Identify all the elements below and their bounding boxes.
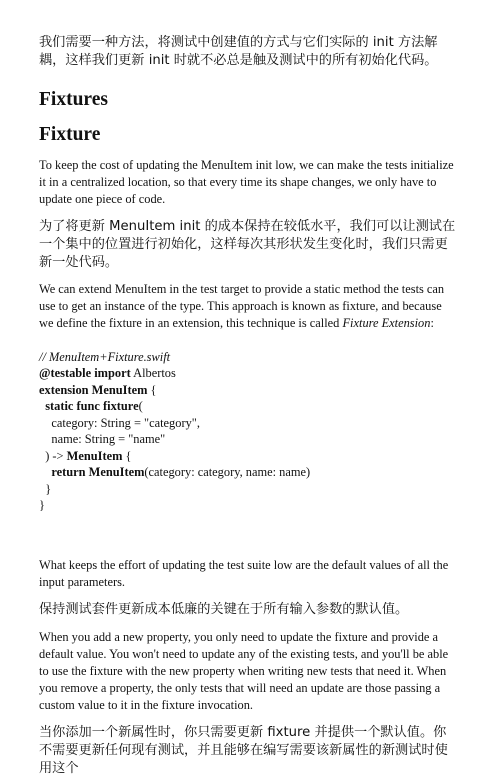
code-keyword: @testable import [39,366,131,380]
code-text: { [122,448,132,463]
code-line-6 [39,448,459,465]
code-line-7 [39,464,459,481]
code-block [39,332,459,547]
code-line-9: } [39,498,45,512]
paragraph-1-en: To keep the cost of updating the MenuItem init low, we can make the tests initialize it in a centralized location, so that every time its shape changes, we only have to update one piece of code. [39,158,454,206]
code-text: Albertos [130,366,176,380]
paragraph-3-en: What keeps the effort of updating the test suite low are the default values of all the input parameters. [39,557,449,589]
paragraph-2-colon: : [430,316,434,330]
intro-paragraph-zh: 我们需要一种方法，将测试中创建值的方式与它们实际的 init 方法解耦，这样我们更新 init 时就不必总是触及测试中的所有初始化代码。 [39,35,438,68]
document-page [39,34,459,778]
paragraph-4-zh: 当你添加一个新属性时，你只需要更新 fixture 并提供一个默认值。你不需要更新任何现有测试，并且能够在编写需要该新属性的新测试时使用这个 [39,724,448,776]
code-keyword: return MenuItem [39,465,145,479]
paragraph-1-zh: 为了将更新 MenuItem init 的成本保持在较低水平，我们可以让测试在一个集中的位置进行初始化，这样每次其形状发生变化时，我们只需更新一处代码。 [39,219,456,270]
code-line-2 [39,382,459,399]
code-text: { [147,382,157,397]
paragraph-2-italic-term: Fixture Extension [342,316,431,330]
heading-fixtures: Fixtures [39,89,108,110]
code-keyword: static func fixture [39,399,139,413]
code-text: ) -> [39,448,67,463]
paragraph-4-en: When you add a new property, you only need to update the fixture and provide a default value. You won't need to update any of the existing tests, and you'll be able to use the fixture with the new property when writing new tests that need it. When you remove a property, the only tests that will need an update are those passing a custom value to it in the fixture invocation. [39,629,449,712]
paragraph-3-zh: 保持测试套件更新成本低廉的关键在于所有输入参数的默认值。 [39,601,409,617]
code-line-3 [39,398,459,415]
code-line-5: name: String = "name" [39,432,166,446]
code-keyword: extension MenuItem [39,382,148,397]
paragraph-2-text: We can extend MenuItem in the test target to provide a static method the tests can use to get an instance of the type. This approach is known as fixture, and because we define the fixture in an extension, this technique is called [39,282,445,330]
code-text: ( [138,399,143,413]
code-line-4: category: String = "category", [39,415,200,430]
code-line-1 [39,365,459,382]
code-keyword: MenuItem [66,448,123,463]
paragraph-2-en [39,281,459,332]
code-text: (category: category, name: name) [144,465,311,479]
code-line-8: } [39,481,52,496]
heading-fixture: Fixture [39,124,101,145]
code-line-comment: // MenuItem+Fixture.swift [39,349,171,364]
